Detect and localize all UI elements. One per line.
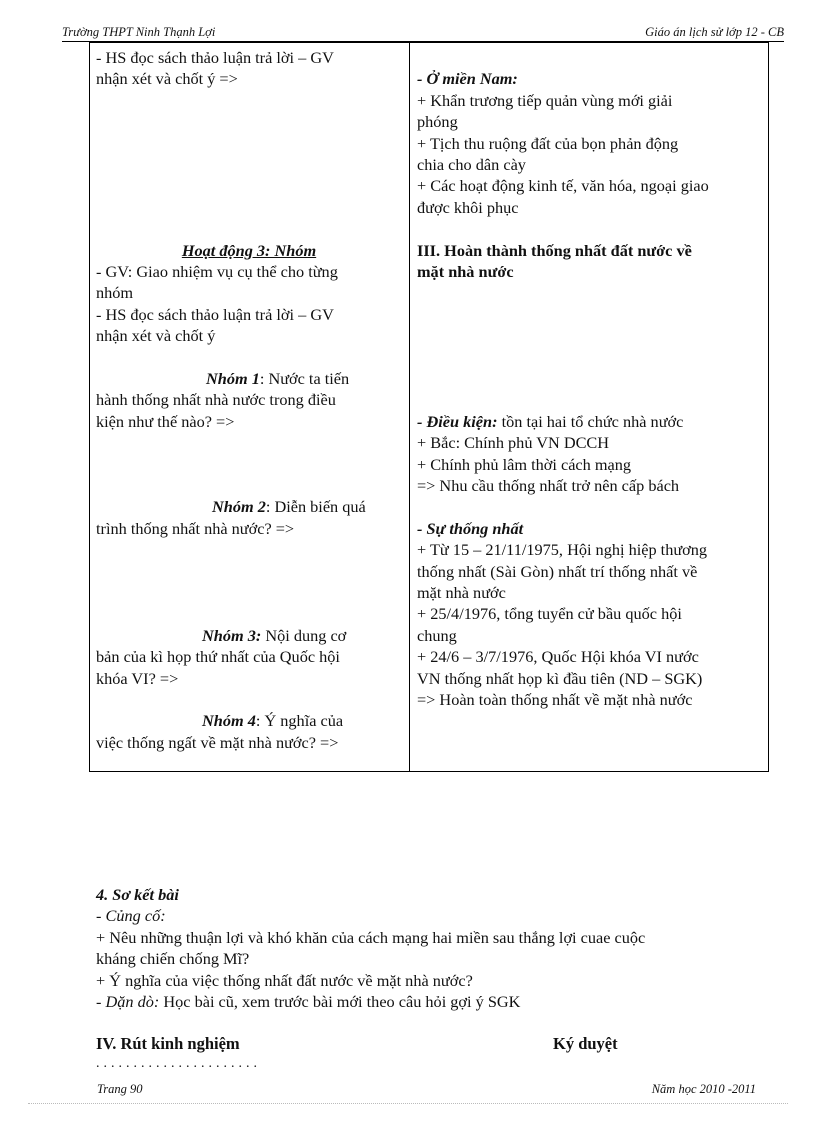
south-title: - Ở miền Nam: xyxy=(417,69,518,89)
dotted-line: ...................... xyxy=(96,1056,261,1071)
group-3-label: Nhóm 3: xyxy=(202,625,262,645)
left-line: - HS đọc sách thảo luận trả lời – GV xyxy=(96,48,334,67)
school-year: Năm học 2010 -2011 xyxy=(651,1082,756,1096)
group-4-label: Nhóm 4 xyxy=(202,711,256,731)
activities-column xyxy=(96,47,402,753)
group-1-question: Nhóm 1: Nước ta tiến xyxy=(206,368,350,388)
page-number: Trang 90 xyxy=(97,1082,143,1096)
group-2-question: Nhóm 2: Diễn biến quá xyxy=(212,497,366,517)
content-column xyxy=(417,47,765,710)
conditions-label: - Điều kiện: xyxy=(417,411,498,431)
left-line: - GV: Giao nhiệm vụ cụ thể cho từng xyxy=(96,261,338,281)
page-header xyxy=(62,24,784,42)
right-line: phóng xyxy=(417,112,458,132)
left-line: - HS đọc sách thảo luận trả lời – GV xyxy=(96,304,334,324)
left-line: nhóm xyxy=(96,283,134,303)
lesson-summary xyxy=(96,884,786,1012)
homework-line: - Dặn dò: Học bài cũ, xem trước bài mới theo câu hỏi gợi ý SGK xyxy=(96,992,521,1012)
left-line: kiện như thế nào? => xyxy=(96,411,235,431)
school-name: Trường THPT Ninh Thạnh Lợi xyxy=(62,25,216,39)
group-3-question: Nhóm 3: Nội dung cơ xyxy=(202,625,347,645)
right-line: chia cho dân cày xyxy=(417,155,526,175)
right-line: chung xyxy=(417,625,457,645)
experience-heading: IV. Rút kinh nghiệm xyxy=(96,1034,240,1053)
summary-line: + Nêu những thuận lợi và khó khăn của cách mạng hai miền sau thắng lợi cuae cuộc xyxy=(96,927,646,947)
group-4-question: Nhóm 4: Ý nghĩa của xyxy=(202,711,344,731)
consolidate-label: - Củng cố: xyxy=(96,906,166,926)
footer-rule xyxy=(28,1103,788,1104)
activity-title: Hoạt động 3: Nhóm xyxy=(181,240,317,260)
right-line: + Các hoạt động kinh tế, văn hóa, ngoại giao xyxy=(417,176,709,196)
right-line: + Khẩn trương tiếp quản vùng mới giải xyxy=(417,90,673,110)
column-divider xyxy=(409,43,410,771)
homework-label: - Dặn dò: xyxy=(96,992,160,1012)
right-line: + 25/4/1976, tổng tuyển cử bầu quốc hội xyxy=(417,604,682,624)
left-line: nhận xét và chốt ý => xyxy=(96,69,238,89)
left-line: việc thống ngất về mặt nhà nước? => xyxy=(96,732,339,752)
right-line: + Từ 15 – 21/11/1975, Hội nghị hiệp thương xyxy=(417,540,708,560)
right-line: mặt nhà nước xyxy=(417,583,506,603)
summary-line: kháng chiến chống Mĩ? xyxy=(96,949,250,969)
subject-title: Giáo án lịch sử lớp 12 - CB xyxy=(645,25,784,39)
approval-heading: Ký duyệt xyxy=(553,1034,618,1053)
left-line: nhận xét và chốt ý xyxy=(96,326,216,346)
right-line: => Hoàn toàn thống nhất về mặt nhà nước xyxy=(417,690,693,710)
conditions-line: - Điều kiện: tồn tại hai tổ chức nhà nước xyxy=(417,411,684,431)
lesson-table xyxy=(89,42,769,772)
right-line: + 24/6 – 3/7/1976, Quốc Hội khóa VI nước xyxy=(417,647,699,667)
left-line: trình thống nhất nhà nước? => xyxy=(96,518,295,538)
right-line: VN thống nhất họp kì đầu tiên (ND – SGK) xyxy=(417,668,703,688)
unification-title: - Sự thống nhất xyxy=(417,518,524,538)
right-line: + Bắc: Chính phủ VN DCCH xyxy=(417,433,610,453)
section-heading: III. Hoàn thành thống nhất đất nước về xyxy=(417,240,692,260)
summary-title: 4. Sơ kết bài xyxy=(96,885,179,904)
left-line: bản của kì họp thứ nhất của Quốc hội xyxy=(96,647,340,667)
summary-line: + Ý nghĩa của việc thống nhất đất nước về mặt nhà nước? xyxy=(96,970,473,990)
right-line: => Nhu cầu thống nhất trở nên cấp bách xyxy=(417,476,680,495)
right-line: + Tịch thu ruộng đất của bọn phản động xyxy=(417,133,679,153)
group-1-label: Nhóm 1 xyxy=(206,368,260,388)
right-line: + Chính phủ lâm thời cách mạng xyxy=(417,454,632,474)
group-2-label: Nhóm 2 xyxy=(212,497,266,517)
left-line: khóa VI? => xyxy=(96,668,179,688)
left-line: hành thống nhất nhà nước trong điều xyxy=(96,390,336,410)
right-line: được khôi phục xyxy=(417,197,519,217)
right-line: thống nhất (Sài Gòn) nhất trí thống nhất về xyxy=(417,561,698,581)
section-heading: mặt nhà nước xyxy=(417,262,514,282)
